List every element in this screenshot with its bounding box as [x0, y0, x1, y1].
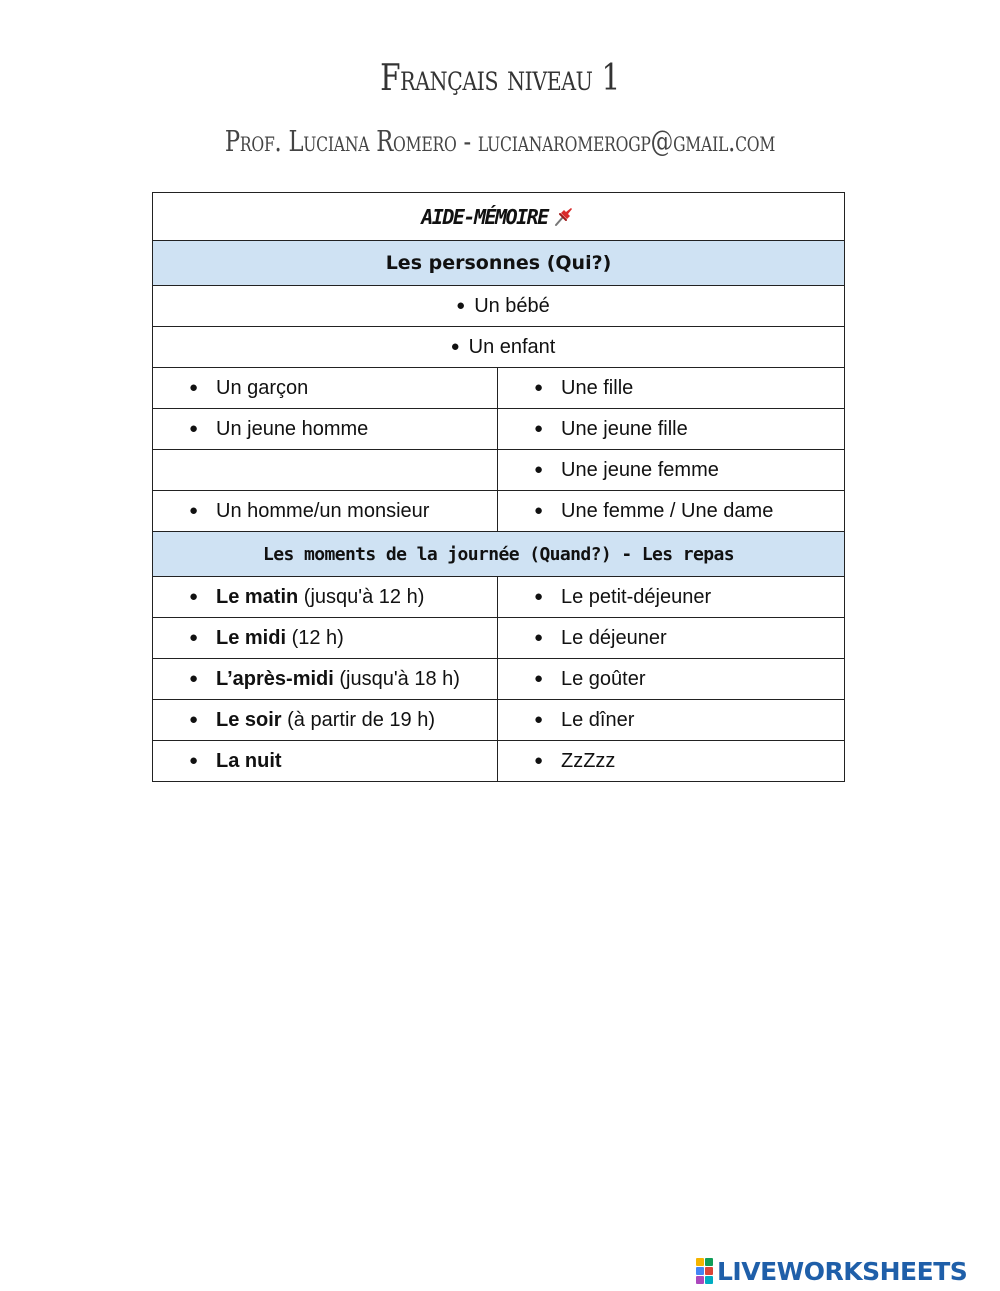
table-title-row — [153, 193, 845, 241]
cell-bold-text: Le midi — [216, 626, 287, 649]
bullet-icon: ● — [189, 501, 199, 519]
bullet-icon: ● — [189, 378, 199, 396]
cell-bold-text: Le matin — [216, 585, 299, 608]
liveworksheets-logo-icon — [696, 1258, 713, 1284]
table-cell-right — [498, 700, 845, 741]
cell-bold-text: L’après-midi — [216, 667, 334, 690]
table-cell — [153, 327, 845, 368]
table-cell-left-empty — [153, 450, 498, 491]
bullet-icon: ● — [534, 378, 544, 396]
table-cell-right — [498, 491, 845, 532]
page-subtitle: Prof. Luciana Romero - lucianaromerogp@gmail.com — [224, 124, 776, 158]
table-title: AIDE-MÉMOIRE — [421, 205, 548, 229]
table-row — [153, 491, 845, 532]
bullet-icon: ● — [534, 710, 544, 728]
table-cell-left — [153, 741, 498, 782]
cell-text: (jusqu'à 18 h) — [333, 667, 460, 690]
cell-text: (à partir de 19 h) — [281, 708, 435, 731]
table-cell-right — [498, 409, 845, 450]
cell-text: Une fille — [561, 376, 634, 399]
cell-text: ZzZzz — [561, 749, 616, 772]
liveworksheets-logo[interactable] — [696, 1256, 967, 1286]
pushpin-icon — [552, 204, 576, 228]
table-row — [153, 286, 845, 327]
cell-bold-text: La nuit — [216, 749, 282, 772]
bullet-icon: ● — [189, 751, 199, 769]
aide-memoire-table — [152, 192, 845, 782]
bullet-icon: ● — [189, 669, 199, 687]
table-cell-right — [498, 618, 845, 659]
bullet-icon: ● — [534, 460, 544, 478]
bullet-icon: ● — [189, 628, 199, 646]
cell-text: Un enfant — [468, 335, 556, 358]
cell-text: (12 h) — [286, 626, 344, 649]
table-cell-left — [153, 659, 498, 700]
bullet-icon: ● — [534, 501, 544, 519]
table-cell-left — [153, 577, 498, 618]
table-cell — [153, 286, 845, 327]
table-row — [153, 700, 845, 741]
table-cell-right — [498, 659, 845, 700]
table-row — [153, 659, 845, 700]
section-moments-header: Les moments de la journée (Quand?) - Les repas — [153, 532, 845, 577]
table-row — [153, 327, 845, 368]
bullet-icon: ● — [450, 337, 460, 355]
bullet-icon: ● — [534, 587, 544, 605]
section-header-row — [153, 532, 845, 577]
table-cell-left — [153, 409, 498, 450]
cell-text: (jusqu'à 12 h) — [298, 585, 425, 608]
bullet-icon: ● — [534, 669, 544, 687]
table-row — [153, 741, 845, 782]
cell-text: Un homme/un monsieur — [216, 499, 430, 522]
bullet-icon: ● — [534, 419, 544, 437]
cell-text: Une jeune fille — [561, 417, 688, 440]
bullet-icon: ● — [189, 587, 199, 605]
cell-text: Un jeune homme — [216, 417, 369, 440]
cell-text: Un bébé — [474, 294, 550, 317]
section-personnes-header: Les personnes (Qui?) — [153, 241, 845, 286]
table-row — [153, 409, 845, 450]
cell-text: Le petit-déjeuner — [561, 585, 712, 608]
table-cell-right — [498, 577, 845, 618]
table-cell-right — [498, 368, 845, 409]
cell-text: Le goûter — [561, 667, 646, 690]
page-title: Français niveau 1 — [380, 58, 620, 99]
logo-text: LIVEWORKSHEETS — [717, 1256, 968, 1286]
table-cell-right — [498, 741, 845, 782]
table-cell-left — [153, 368, 498, 409]
bullet-icon: ● — [189, 419, 199, 437]
cell-bold-text: Le soir — [216, 708, 282, 731]
table-row — [153, 618, 845, 659]
cell-text: Le dîner — [561, 708, 635, 731]
section-header-row — [153, 241, 845, 286]
table-cell-left — [153, 618, 498, 659]
table-title-cell — [153, 193, 845, 241]
cell-text: Le déjeuner — [561, 626, 667, 649]
cell-text: Un garçon — [216, 376, 309, 399]
table-cell-right — [498, 450, 845, 491]
bullet-icon: ● — [534, 628, 544, 646]
bullet-icon: ● — [189, 710, 199, 728]
table-row — [153, 450, 845, 491]
bullet-icon: ● — [534, 751, 544, 769]
bullet-icon: ● — [456, 296, 466, 314]
table-cell-left — [153, 491, 498, 532]
table-cell-left — [153, 700, 498, 741]
cell-text: Une femme / Une dame — [561, 499, 774, 522]
table-row — [153, 577, 845, 618]
table-row — [153, 368, 845, 409]
cell-text: Une jeune femme — [561, 458, 719, 481]
